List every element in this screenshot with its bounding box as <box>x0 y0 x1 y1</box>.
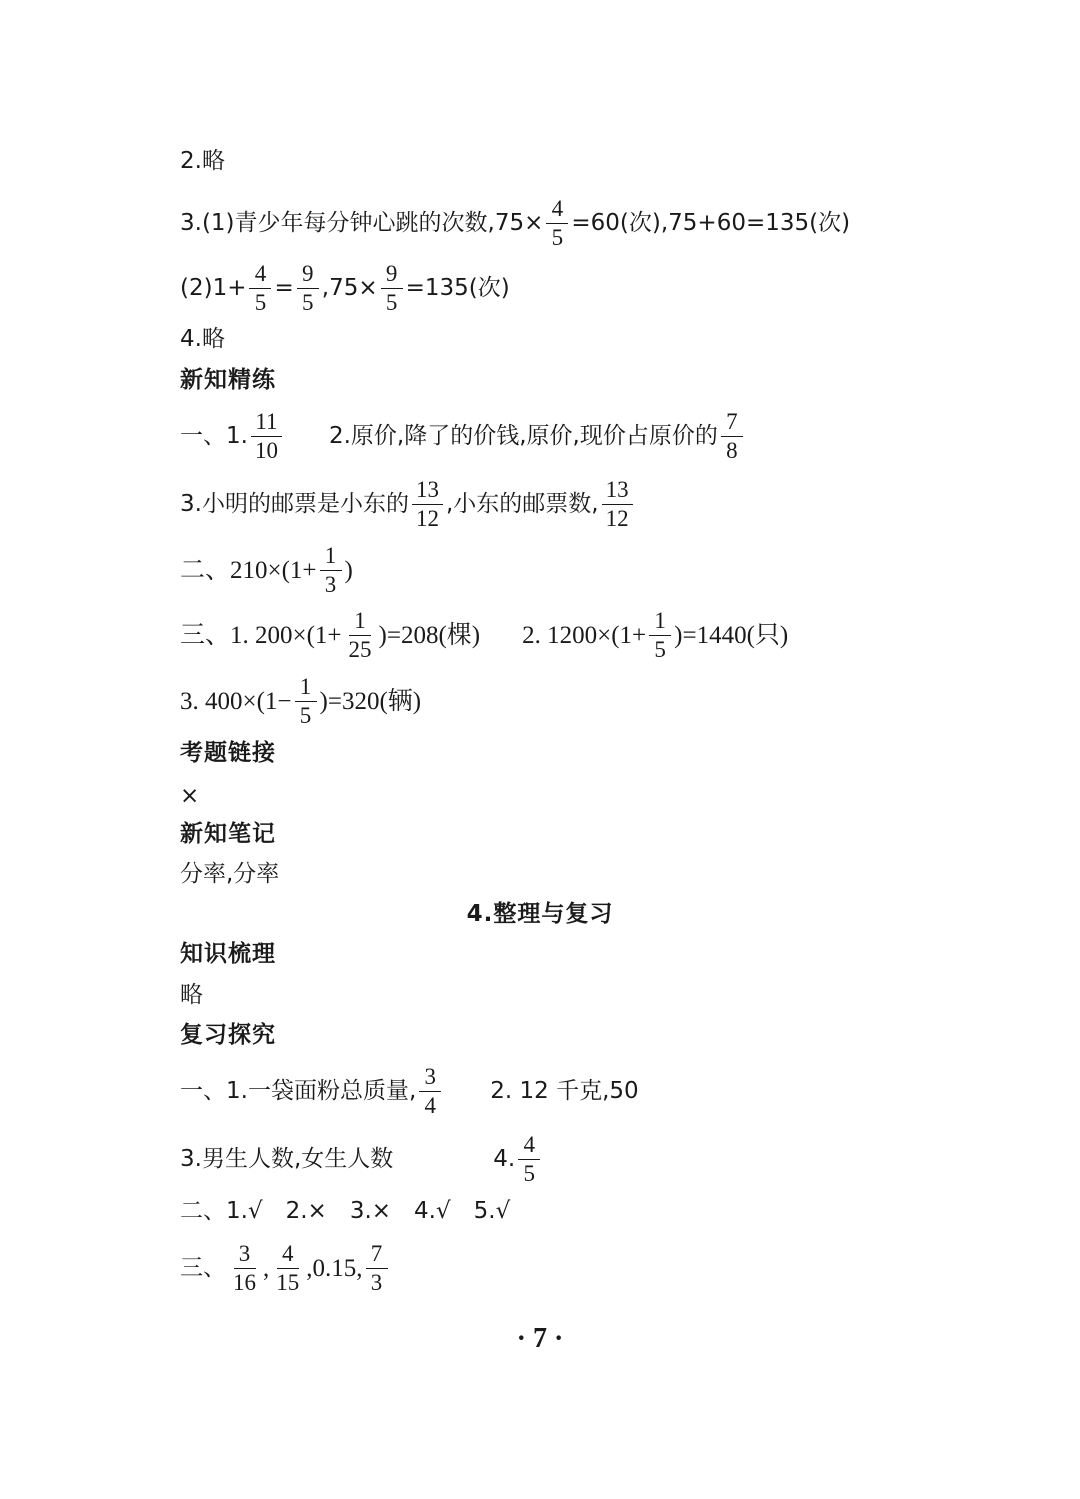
answer-text: 三、 <box>180 1255 226 1282</box>
answer-text: ,75× <box>321 275 378 302</box>
answer-text: 一、1.一袋面粉总质量, <box>180 1078 417 1105</box>
fraction: $\frac{13}{12}$ <box>602 478 633 531</box>
answer-text: 二、1.√ 2.× 3.× 4.√ 5.√ <box>180 1198 511 1224</box>
section-heading-review <box>180 1024 276 1047</box>
answer-line-review-part3 <box>180 1242 391 1295</box>
answer-text: 一、1. <box>180 423 248 450</box>
answer-text: 3.男生人数,女生人数 <box>180 1146 394 1173</box>
answer-text: =60(次),75+60=135(次) <box>571 210 851 237</box>
section-heading-knowledge <box>180 943 276 966</box>
answer-text: 2.原价,降了的价钱,原价,现价占原价的 <box>328 423 718 450</box>
answer-text: (2)1+ <box>180 275 247 302</box>
answer-text: × <box>180 783 200 809</box>
fraction: $\frac{1}{3}$ <box>320 544 342 597</box>
answer-text: 三、1. 200×(1+ <box>180 622 342 650</box>
answer-line-notes <box>180 863 279 886</box>
answer-line-3-2 <box>180 262 510 315</box>
heading-text: 复习探究 <box>180 1022 276 1048</box>
section-heading-notes <box>180 823 276 846</box>
fraction: $\frac{1}{5}$ <box>649 609 671 662</box>
fraction: $\frac{4}{5}$ <box>249 262 271 315</box>
answer-line-practice-part2 <box>180 544 353 597</box>
answer-line-3-1 <box>180 197 850 250</box>
fraction: $\frac{4}{5}$ <box>518 1133 540 1186</box>
answer-line-practice-1 <box>180 410 746 463</box>
answer-text: 分率,分率 <box>180 861 280 887</box>
answer-line-review-part2 <box>180 1200 510 1223</box>
answer-text: 2.略 <box>180 148 225 174</box>
page-number <box>0 1325 1080 1353</box>
answer-text: )=208(棵) <box>378 622 481 650</box>
fraction: $\frac{3}{4}$ <box>419 1065 441 1118</box>
answer-text: 3.(1)青少年每分钟心跳的次数,75× <box>180 210 544 237</box>
section-title-text: 4.整理与复习 <box>466 901 614 927</box>
answer-text: )=320(辆) <box>319 688 422 716</box>
answer-text: = <box>274 275 294 302</box>
answer-line-practice-3 <box>180 478 636 531</box>
fraction: $\frac{3}{16}$ <box>233 1241 256 1296</box>
fraction: $\frac{1}{5}$ <box>295 675 317 728</box>
heading-text: 新知笔记 <box>180 821 276 847</box>
fraction: $\frac{9}{5}$ <box>381 262 403 315</box>
fraction: $\frac{9}{5}$ <box>297 262 319 315</box>
answer-line-4 <box>180 328 225 351</box>
fraction: $\frac{4}{15}$ <box>276 1241 300 1296</box>
answer-text: 2. 12 千克,50 <box>490 1078 639 1105</box>
answer-line-review-3 <box>180 1133 543 1186</box>
fraction: $\frac{4}{5}$ <box>546 197 568 250</box>
answer-text: ) <box>344 557 353 585</box>
answer-text: =135(次) <box>405 275 510 302</box>
section-heading-practice <box>180 369 276 392</box>
section-title <box>0 903 1080 926</box>
answer-line-exam-link <box>180 785 199 808</box>
answer-line-2 <box>180 150 225 173</box>
answer-text: 3. 400×(1− <box>180 688 292 716</box>
heading-text: 知识梳理 <box>180 941 276 967</box>
answer-text: 4. <box>493 1146 516 1173</box>
section-heading-exam-link <box>180 742 276 765</box>
answer-text: , <box>263 1255 270 1283</box>
page-number-text: · 7 · <box>516 1323 564 1354</box>
answer-text: 4.略 <box>180 326 225 352</box>
fraction: $\frac{1}{25}$ <box>348 608 372 663</box>
heading-text: 新知精练 <box>180 367 276 393</box>
answer-line-review-1 <box>180 1065 639 1118</box>
fraction: $\frac{7}{3}$ <box>366 1242 388 1295</box>
fraction: $\frac{11}{10}$ <box>251 410 282 463</box>
answer-text: ,0.15, <box>306 1255 363 1283</box>
answer-text: 略 <box>180 982 203 1008</box>
answer-line-practice-part3-3 <box>180 675 421 728</box>
answer-text: 2. 1200×(1+ <box>522 622 647 650</box>
heading-text: 考题链接 <box>180 740 276 766</box>
answer-text: 3.小明的邮票是小东的 <box>180 491 409 518</box>
fraction: $\frac{7}{8}$ <box>721 410 743 463</box>
answer-line-knowledge <box>180 984 203 1007</box>
answer-line-practice-part3 <box>180 609 788 662</box>
answer-text: ,小东的邮票数, <box>445 491 599 518</box>
answer-text: )=1440(只) <box>674 622 789 650</box>
fraction: $\frac{13}{12}$ <box>412 478 443 531</box>
answer-text: 二、210×(1+ <box>180 557 317 585</box>
